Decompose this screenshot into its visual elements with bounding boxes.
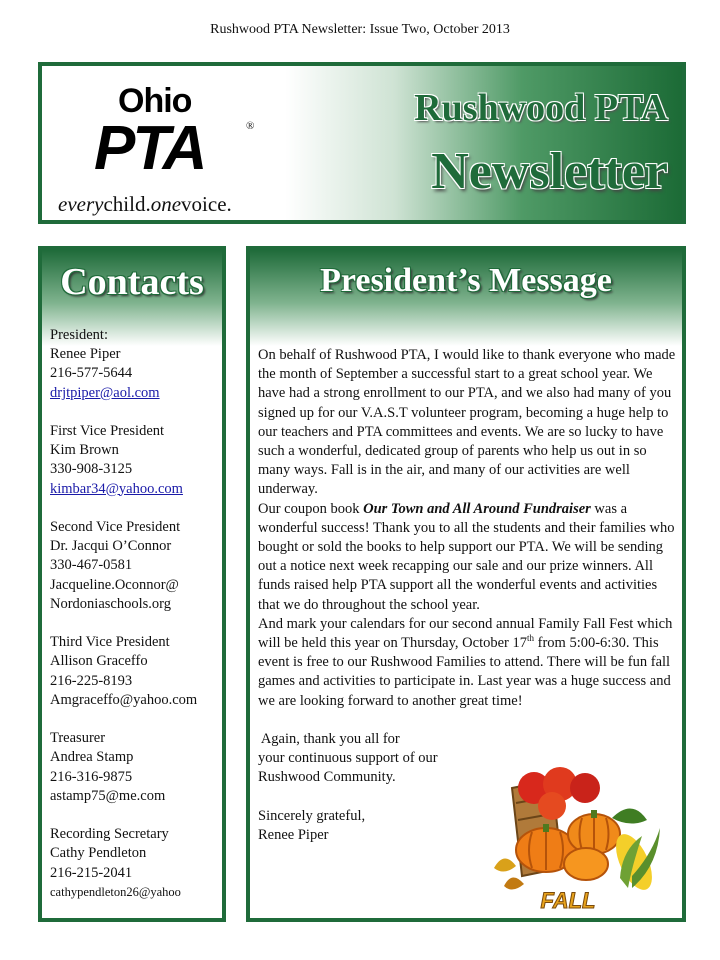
contact-entry	[50, 518, 222, 614]
fall-label: FALL	[540, 888, 596, 913]
contact-name: Andrea Stamp	[50, 749, 134, 766]
contact-role: Treasurer	[50, 730, 106, 747]
president-message-panel	[246, 246, 686, 922]
contact-email-link[interactable]: kimbar34@yahoo.com	[50, 480, 183, 497]
contact-name: Dr. Jacqui O’Connor	[50, 538, 172, 555]
contact-entry	[50, 729, 222, 806]
message-paragraph: On behalf of Rushwood PTA, I would like to thank everyone who made the month of September a successful start to a great school year. We have had a strong enrollment to our PTA, and we also had many of you signed up for our V.A.S.T volunteer program, becoming a huge help to our teachers and PTA committees and events. We are so lucky to have such a wonderful, dedicated group of parents who help us out in so many ways. Fall is in the air, and many of our activities are well underway.	[258, 347, 676, 498]
contact-name: Kim Brown	[50, 442, 119, 459]
contact-role: President:	[50, 327, 108, 343]
banner-title-line1: Rushwood PTA	[414, 87, 668, 129]
contact-role: Second Vice President	[50, 519, 181, 535]
newsletter-banner	[38, 62, 686, 224]
registered-mark: ®	[246, 120, 255, 132]
contact-email: Nordoniaschools.org	[50, 595, 171, 612]
message-paragraph: Our coupon book Our Town and All Around Fundraiser was a wonderful success! Thank you to all the students and their families who bought or sold the books to help support our PTA. We will be sending out a notice next week recapping our sale and our prize winners. All funds raised help PTA support all the wonderful events and activities that we do throughout the school year.	[258, 500, 675, 613]
contact-entry	[50, 825, 222, 902]
contacts-panel	[38, 246, 226, 922]
contact-name: Cathy Pendleton	[50, 845, 147, 862]
contact-phone: 216-215-2041	[50, 864, 133, 881]
contact-entry	[50, 633, 222, 710]
contact-email: cathypendleton26@yahoo	[50, 884, 181, 899]
message-heading: President’s Message	[320, 262, 612, 299]
page-header-line: Rushwood PTA Newsletter: Issue Two, October 2013	[210, 22, 510, 37]
contact-role: Recording Secretary	[50, 826, 169, 843]
contact-email: astamp75@me.com	[50, 787, 166, 804]
contact-entry	[50, 422, 222, 499]
contact-phone: 330-467-0581	[50, 557, 133, 574]
signature: Renee Piper	[258, 827, 329, 844]
logo-pta-text: PTA	[94, 114, 205, 183]
signoff: Sincerely grateful,	[258, 807, 366, 824]
fall-harvest-clipart	[482, 758, 678, 918]
banner-title-line2: Newsletter	[431, 143, 668, 200]
message-closing: Again, thank you all for your continuous support of our Rushwood Community. Sincerely grateful, Renee Piper	[258, 730, 488, 845]
contacts-heading: Contacts	[60, 261, 204, 303]
contact-role: Third Vice President	[50, 634, 170, 651]
message-paragraph: And mark your calendars for our second annual Family Fall Fest which will be held this year on Thursday, October 17th from 5:00-6:30. This event is free to our Rushwood Families to attend. There will be fun fall games and activities to participate in. Last year was a huge success and we are looking forward to another great time!	[258, 615, 673, 709]
contact-phone: 216-316-9875	[50, 768, 133, 785]
contact-phone: 330-908-3125	[50, 461, 133, 478]
contact-email: Amgraceffo@yahoo.com	[50, 691, 198, 708]
logo-ohio-text: Ohio	[118, 82, 192, 120]
contact-phone: 216-225-8193	[50, 672, 133, 689]
contact-name: Allison Graceffo	[50, 653, 148, 670]
contact-list	[50, 326, 222, 921]
ohio-pta-logo	[56, 76, 296, 216]
fundraiser-title: Our Town and All Around Fundraiser	[363, 500, 591, 517]
contact-name: Renee Piper	[50, 346, 121, 363]
logo-tagline: everychild.onevoice.	[58, 192, 232, 216]
contact-email-link[interactable]: drjtpiper@aol.com	[50, 384, 160, 401]
contact-entry	[50, 326, 222, 403]
contact-email: Jacqueline.Oconnor@	[50, 576, 179, 593]
contact-phone: 216-577-5644	[50, 365, 133, 382]
contact-role: First Vice President	[50, 423, 165, 439]
